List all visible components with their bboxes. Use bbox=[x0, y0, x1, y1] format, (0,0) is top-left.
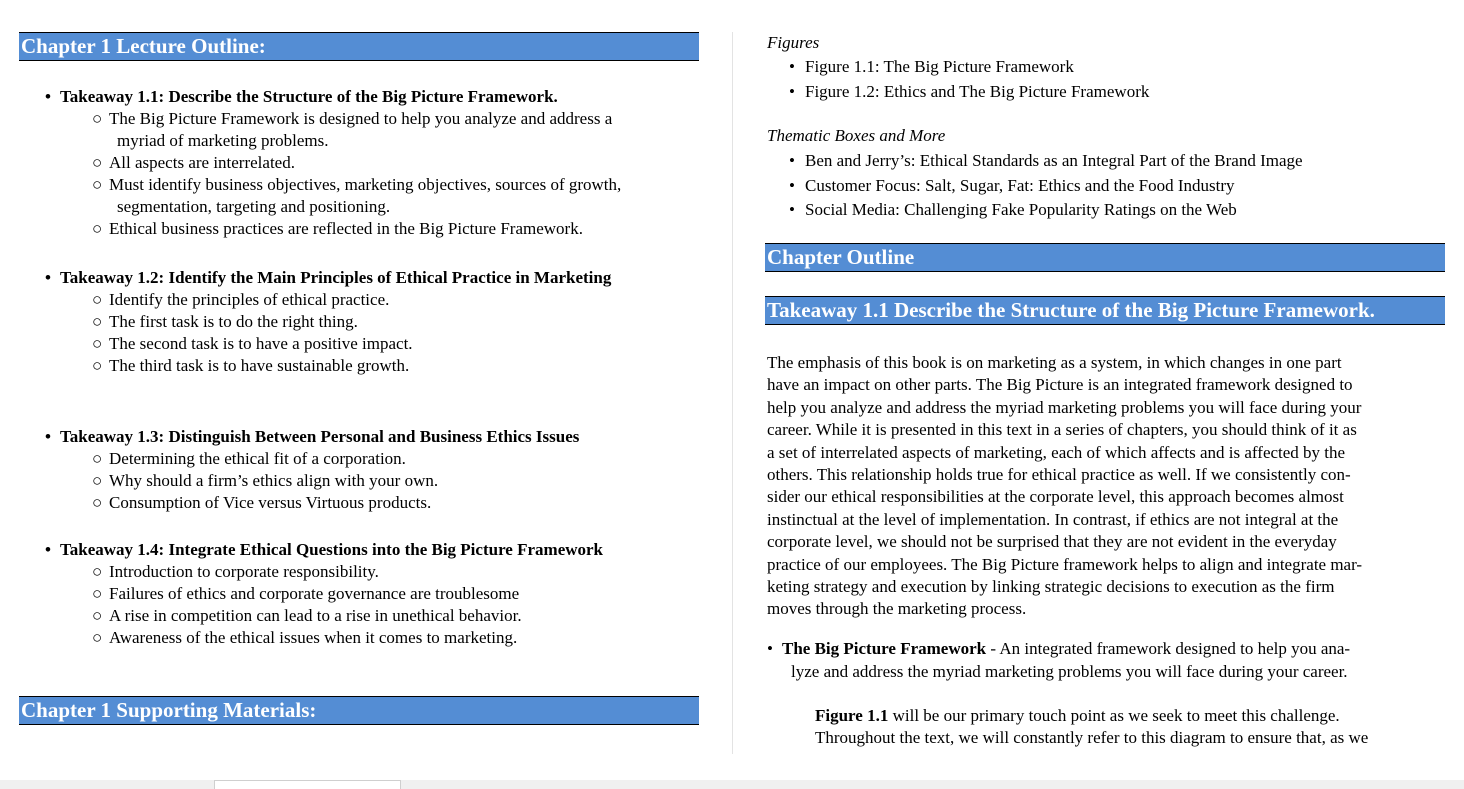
list-item: • Figure 1.1: The Big Picture Framework bbox=[789, 57, 1074, 76]
thematic-label: Thematic Boxes and More bbox=[767, 126, 946, 145]
list-item: • Customer Focus: Salt, Sugar, Fat: Ethics and the Food Industry bbox=[789, 176, 1235, 195]
takeaway-title: • Takeaway 1.1: Describe the Structure of the Big Picture Framework. bbox=[45, 87, 558, 106]
supporting-materials-heading: Chapter 1 Supporting Materials: bbox=[19, 696, 699, 725]
chapter-outline-heading: Chapter Outline bbox=[765, 243, 1445, 272]
list-item-continued: segmentation, targeting and positioning. bbox=[117, 197, 391, 216]
list-item: ○ A rise in competition can lead to a rise in unethical behavior. bbox=[92, 606, 522, 625]
list-item: ○ Determining the ethical fit of a corporation. bbox=[92, 449, 406, 468]
body-paragraph: The emphasis of this book is on marketing as a system, in which changes in one part have an impact on other parts. The Big Picture is an integrated framework designed to help you analyze and address the myriad marketing problems you will face during your career. While it is presented in this text in a series of chapters, you should think of it as a set of interrelated aspects of marketing, each of which affects and is affected by the others. This relationship holds true for ethical practice as well. If we consistently con- sider our ethical responsibilities at the corporate level, this approach becomes almost instinctual at the level of implementation. In contrast, if ethics are not integral at the corporate level, we should not be surprised that they are not evident in the everyday practice of our employees. The Big Picture framework helps to align and integrate mar- keting strategy and execution by linking strategic decisions to execution as the firm moves through the marketing process. bbox=[767, 353, 1363, 619]
term: The Big Picture Framework bbox=[782, 639, 987, 658]
list-item: ○ Ethical business practices are reflected in the Big Picture Framework. bbox=[92, 219, 583, 238]
list-item: ○ All aspects are interrelated. bbox=[92, 153, 295, 172]
takeaway-block-4 bbox=[19, 539, 699, 649]
list-item: ○ The first task is to do the right thing. bbox=[92, 312, 358, 331]
list-item: ○ Failures of ethics and corporate governance are troublesome bbox=[92, 584, 520, 603]
list-item: ○ Consumption of Vice versus Virtuous products. bbox=[92, 493, 432, 512]
list-item: • Social Media: Challenging Fake Popularity Ratings on the Web bbox=[789, 200, 1237, 219]
list-item: ○ Introduction to corporate responsibility. bbox=[92, 562, 379, 581]
takeaway-block-3 bbox=[19, 426, 699, 514]
list-item: ○ The third task is to have sustainable growth. bbox=[92, 356, 410, 375]
list-item-continued: myriad of marketing problems. bbox=[117, 131, 329, 150]
takeaway-title: • Takeaway 1.4: Integrate Ethical Questions into the Big Picture Framework bbox=[45, 540, 604, 559]
page-divider bbox=[732, 32, 733, 754]
figure-term: Figure 1.1 bbox=[815, 706, 889, 725]
list-item: ○ Why should a firm’s ethics align with your own. bbox=[92, 471, 439, 490]
figure-reference-paragraph: Figure 1.1 will be our primary touch point as we seek to meet this challenge. Throughout the text, we will constantly refer to this diagram to ensure that, as we bbox=[815, 706, 1369, 747]
takeaway-heading: Takeaway 1.1 Describe the Structure of the Big Picture Framework. bbox=[765, 296, 1445, 325]
takeaway-block-2 bbox=[19, 267, 699, 377]
lecture-outline-heading: Chapter 1 Lecture Outline: bbox=[19, 32, 699, 61]
list-item: ○ Must identify business objectives, marketing objectives, sources of growth, bbox=[92, 175, 622, 194]
status-bar bbox=[0, 780, 1464, 789]
takeaway-title: • Takeaway 1.3: Distinguish Between Personal and Business Ethics Issues bbox=[45, 427, 580, 446]
figures-label: Figures bbox=[767, 33, 820, 52]
list-item: ○ Awareness of the ethical issues when it comes to marketing. bbox=[92, 628, 518, 647]
takeaway-title: • Takeaway 1.2: Identify the Main Principles of Ethical Practice in Marketing bbox=[45, 268, 612, 287]
list-item: ○ The second task is to have a positive impact. bbox=[92, 334, 413, 353]
status-bar-tab[interactable] bbox=[214, 780, 401, 789]
takeaway-block-1 bbox=[19, 86, 699, 240]
list-item: • Figure 1.2: Ethics and The Big Picture Framework bbox=[789, 82, 1150, 101]
list-item: • Ben and Jerry’s: Ethical Standards as an Integral Part of the Brand Image bbox=[789, 151, 1303, 170]
list-item: ○ The Big Picture Framework is designed to help you analyze and address a bbox=[92, 109, 613, 128]
big-picture-definition: • The Big Picture Framework - An integrated framework designed to help you ana- lyze and address the myriad marketing problems you will face during your career. bbox=[767, 639, 1351, 681]
list-item: ○ Identify the principles of ethical practice. bbox=[92, 290, 390, 309]
